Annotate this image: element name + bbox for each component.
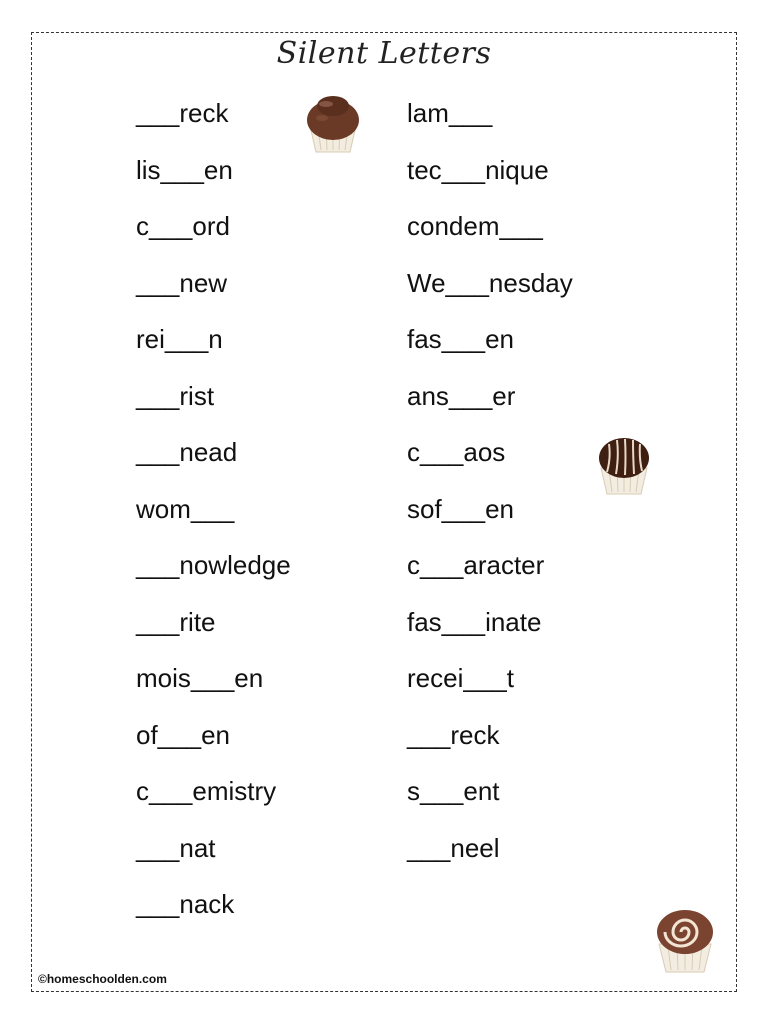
word-item: recei___t xyxy=(407,663,514,693)
word-item: ___rist xyxy=(136,380,215,411)
word-item: wom___ xyxy=(136,493,235,524)
chocolate-truffle-icon xyxy=(304,92,362,154)
word-item: lam___ xyxy=(407,98,493,128)
word-item: c___aos xyxy=(407,437,506,467)
word-item: ___nat xyxy=(136,832,216,863)
word-item: s___ent xyxy=(407,776,500,806)
word-item: c___ord xyxy=(136,211,230,241)
word-item: condem___ xyxy=(407,211,543,241)
word-item: ans___er xyxy=(407,380,516,411)
word-item: ___new xyxy=(136,267,228,298)
chocolate-truffle-swirl-icon xyxy=(653,906,717,974)
word-item: of___en xyxy=(136,719,230,750)
word-item: fas___inate xyxy=(407,606,542,637)
right-word-column xyxy=(407,92,573,883)
word-item: ___reck xyxy=(136,98,229,128)
word-item: fas___en xyxy=(407,324,514,354)
page-title: Silent Letters xyxy=(276,36,492,71)
word-item: ___neel xyxy=(407,832,500,863)
word-item: tec___nique xyxy=(407,154,549,185)
copyright-footer: ©homeschoolden.com xyxy=(38,972,167,986)
word-item: mois___en xyxy=(136,663,264,693)
word-item: We___nesday xyxy=(407,267,573,298)
word-item: sof___en xyxy=(407,493,514,524)
word-item: ___nead xyxy=(136,437,238,467)
word-item: c___aracter xyxy=(407,550,545,580)
word-item: c___emistry xyxy=(136,776,277,806)
word-item: ___nowledge xyxy=(136,550,291,580)
chocolate-truffle-striped-icon xyxy=(595,434,653,496)
word-item: lis___en xyxy=(136,154,233,185)
word-item: ___reck xyxy=(407,719,500,750)
left-word-column xyxy=(136,92,291,940)
word-item: ___nack xyxy=(136,889,235,919)
word-item: ___rite xyxy=(136,606,216,637)
word-item: rei___n xyxy=(136,324,223,354)
